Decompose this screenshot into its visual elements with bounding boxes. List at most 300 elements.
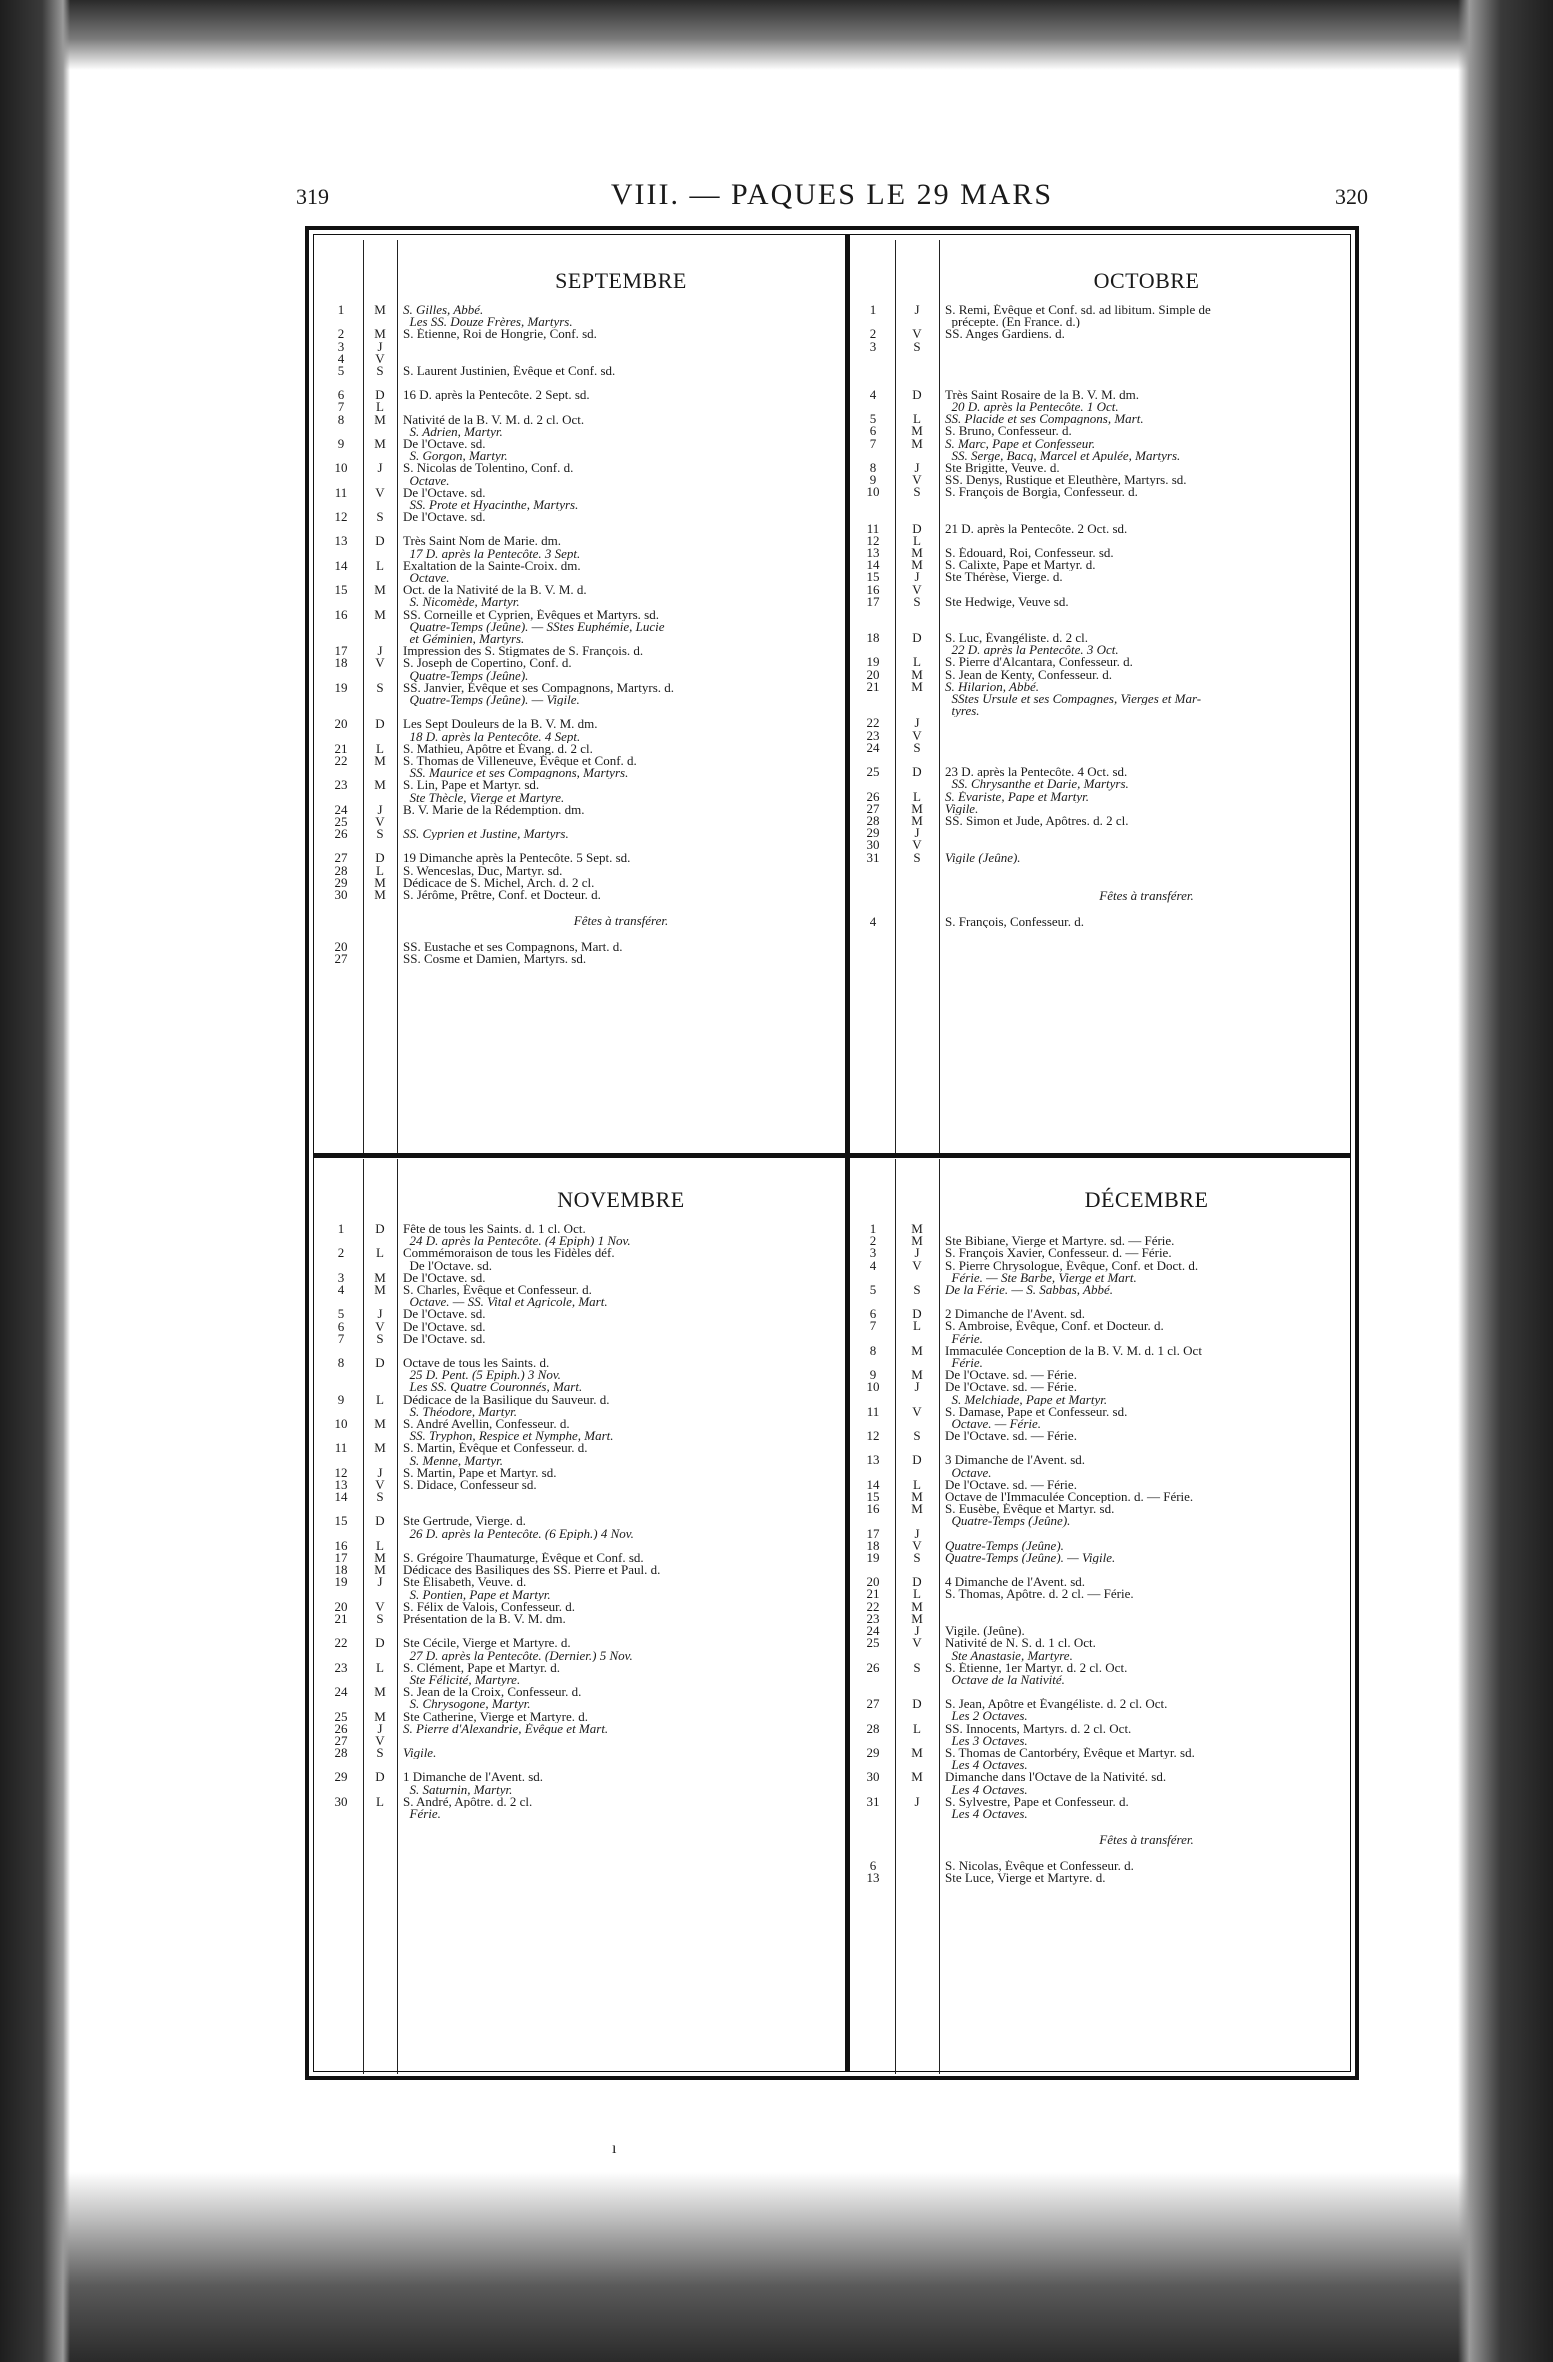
weekday-letter: D [375, 1221, 385, 1236]
calendar-row [851, 1247, 1354, 1259]
calendar-row [851, 1598, 1354, 1614]
feast-text: S. Pierre d'Alexandrie, Évêque et Mart. [403, 1722, 609, 1735]
feast-text: S. François, Confesseur. d. [945, 915, 1085, 928]
calendar-row [319, 584, 845, 596]
feast-text: S. Eusèbe, Évêque et Martyr. sd. [945, 1503, 1115, 1516]
feast-text: S. Saturnin, Martyr. [403, 1783, 513, 1796]
row-spacer [851, 377, 1354, 389]
weekday-letter: S [913, 1659, 921, 1675]
row-spacer [851, 365, 1354, 377]
weekday-letter: M [911, 423, 923, 439]
feast-text: SS. Corneille et Cyprien, Évêques et Martyrs. sd. [403, 608, 659, 621]
weekday-letter: M [911, 545, 923, 561]
horizontal-divider [314, 1153, 1350, 1158]
day-number: 12 [866, 1428, 880, 1444]
day-number: 14 [866, 1476, 880, 1492]
row-spacer [851, 1564, 1354, 1576]
feast-text: De l'Octave. sd. [403, 511, 486, 524]
calendar-row [851, 1625, 1354, 1637]
weekday-letter: V [375, 1318, 385, 1334]
feast-text: SS. Denys, Rustique et Eleuthère, Martyrs. sd. [945, 474, 1187, 487]
feast-text [397, 341, 845, 353]
weekday-letter: L [376, 1659, 384, 1675]
feast-text: Ste Anastasie, Martyre. [945, 1649, 1073, 1662]
feast-text: Quatre-Temps (Jeûne). [945, 1515, 1071, 1528]
feast-text: SS. Innocents, Martyrs. d. 2 cl. Oct. [945, 1722, 1132, 1735]
page-number-left: 319 [296, 184, 329, 209]
calendar-row [851, 1320, 1354, 1332]
day-number: 8 [337, 1355, 345, 1371]
feast-text: Ste Thérèse, Vierge. d. [945, 571, 1063, 584]
feast-text: S. Théodore, Martyr. [403, 1405, 517, 1419]
calendar-row [319, 657, 845, 669]
calendar-row [851, 386, 1354, 402]
calendar-row [319, 1491, 845, 1503]
feast-text: De l'Octave. sd. [403, 1320, 486, 1333]
feast-text: Nativité de N. S. d. 1 cl. Oct. [945, 1637, 1096, 1650]
weekday-letter: M [374, 436, 386, 452]
transfer-heading: Fêtes à transférer. [1099, 1832, 1194, 1848]
month-title: NOVEMBRE [557, 1187, 685, 1212]
weekday-letter: L [376, 862, 384, 878]
feast-text: SStes Ursule et ses Compagnes, Vierges et Mar- [945, 693, 1202, 706]
calendar-row [319, 316, 845, 328]
calendar-row [851, 656, 1354, 668]
calendar-row [319, 1576, 845, 1588]
feast-text: S. Adrien, Martyr. [403, 425, 503, 439]
feast-text: S. Melchiade, Pape et Martyr. [945, 1393, 1108, 1406]
feast-text: 4 Dimanche de l'Avent. sd. [945, 1576, 1086, 1589]
calendar-row [851, 1759, 1354, 1771]
row-spacer [851, 353, 1354, 365]
feast-text: SS. Maurice et ses Compagnons, Martyrs. [403, 767, 629, 780]
feast-text: S. Jérôme, Prêtre, Conf. et Docteur. d. [403, 888, 601, 902]
calendar-row [851, 788, 1354, 804]
feast-text: SS. Placide et ses Compagnons, Mart. [945, 413, 1144, 426]
weekday-letter: M [374, 777, 386, 793]
calendar-row [851, 1357, 1354, 1369]
calendar-row [851, 1659, 1354, 1675]
weekday-letter: V [375, 813, 385, 829]
feast-text: Commémoraison de tous les Fidèles déf. [403, 1247, 615, 1260]
calendar-row [851, 450, 1354, 462]
calendar-row [851, 913, 1354, 929]
weekday-letter: V [375, 1598, 385, 1614]
weekday-letter: S [913, 1428, 921, 1444]
day-number: 4 [869, 913, 877, 929]
weekday-letter: V [912, 1403, 922, 1419]
calendar-row [851, 1576, 1354, 1588]
day-number: 24 [334, 1684, 348, 1700]
day-number: 14 [334, 557, 348, 573]
calendar-row [851, 316, 1354, 328]
calendar-row [319, 1589, 845, 1601]
weekday-letter: J [377, 643, 383, 659]
weekday-letter: D [375, 716, 385, 732]
calendar-row [851, 1744, 1354, 1760]
transfer-heading: Fêtes à transférer. [573, 913, 669, 929]
feast-text: 27 D. après la Pentecôte. (Dernier.) 5 Nov. [403, 1649, 633, 1662]
weekday-letter: M [374, 582, 386, 598]
calendar-row [319, 1784, 845, 1796]
feast-text: SS. Simon et Jude, Apôtres. d. 2 cl. [945, 814, 1129, 828]
day-number: 11 [866, 520, 880, 536]
calendar-row [319, 1418, 845, 1430]
feast-text: 2 Dimanche de l'Avent. sd. [945, 1308, 1086, 1321]
day-number: 30 [334, 886, 348, 902]
feast-text [397, 353, 845, 365]
weekday-letter: M [911, 557, 923, 573]
scan-border-left [0, 0, 70, 2362]
day-number: 6 [869, 1858, 877, 1874]
weekday-letter: V [375, 484, 385, 500]
page-header [296, 178, 1368, 218]
day-number: 2 [869, 326, 877, 342]
calendar-row [851, 1698, 1354, 1710]
feast-text: Quatre-Temps (Jeûne). [403, 669, 529, 682]
weekday-letter [363, 1808, 397, 1820]
calendar-row [851, 1808, 1354, 1820]
weekday-letter: D [375, 850, 385, 866]
weekday-letter: V [912, 581, 922, 597]
calendar-row [319, 511, 845, 523]
calendar-row [319, 338, 845, 354]
calendar-row [319, 1708, 845, 1724]
calendar-row [851, 1381, 1354, 1393]
feast-text: SS. Tryphon, Respice et Nymphe, Mart. [403, 1430, 614, 1443]
day-number: 16 [866, 1501, 880, 1517]
feast-text: De l'Octave. sd. [403, 438, 486, 451]
day-number: 4 [337, 1282, 345, 1298]
weekday-letter: S [376, 509, 384, 525]
weekday-letter: J [914, 1379, 920, 1395]
feast-text: S. Martin, Évêque et Confesseur. d. [403, 1442, 588, 1455]
day-number: 21 [866, 1586, 880, 1602]
calendar-row [319, 1613, 845, 1625]
calendar-row [319, 389, 845, 401]
transfer-heading: Fêtes à transférer. [1099, 887, 1194, 903]
day-number: 4 [337, 350, 345, 366]
feast-text [397, 1735, 845, 1747]
calendar-row [851, 705, 1354, 717]
weekday-letter: D [912, 1574, 922, 1590]
feast-text [939, 717, 1354, 729]
calendar-row [851, 727, 1354, 743]
calendar-row [851, 571, 1354, 583]
calendar-row [851, 800, 1354, 816]
feast-text: S. Marc, Pape et Confesseur. [945, 437, 1096, 450]
day-number: 19 [334, 1574, 348, 1590]
calendar-row [851, 1525, 1354, 1541]
feast-text: et Géminien, Martyrs. [403, 633, 525, 646]
weekday-letter: S [376, 1489, 384, 1505]
day-number: 31 [866, 1793, 880, 1809]
feast-text: Ste Gertrude, Vierge. d. [403, 1515, 526, 1528]
feast-text: Fête de tous les Saints. d. 1 cl. Oct. [403, 1223, 586, 1236]
feast-text: S. Wenceslas, Duc, Martyr. sd. [403, 864, 563, 877]
weekday-letter: S [913, 849, 921, 865]
calendar-row [319, 535, 845, 547]
feast-text: tyres. [945, 705, 980, 718]
weekday-letter: L [913, 1476, 921, 1492]
day-number: 12 [334, 1464, 348, 1480]
day-number: 29 [334, 874, 348, 890]
calendar-row [851, 1272, 1354, 1284]
weekday-letter: V [375, 655, 385, 671]
weekday-letter [363, 953, 397, 965]
row-spacer [319, 840, 845, 852]
calendar-row [851, 1342, 1354, 1358]
day-number: 18 [866, 630, 880, 646]
scan-border-top [0, 0, 1553, 70]
feast-text: Immaculée Conception de la B. V. M. d. 1 cl. Oct [945, 1344, 1202, 1358]
calendar-row [851, 1403, 1354, 1419]
calendar-row [319, 1247, 845, 1259]
day-number: 27 [334, 951, 348, 967]
calendar-row [319, 1369, 845, 1381]
day-number: 27 [334, 850, 348, 866]
feast-text: SS. Serge, Bacq, Marcel et Apulée, Martyrs. [945, 449, 1181, 463]
weekday-letter: S [376, 1330, 384, 1346]
weekday-letter: M [911, 435, 923, 451]
feast-text: Les 4 Octaves. [945, 1759, 1028, 1772]
feast-text: Férie. [403, 1807, 441, 1821]
weekday-letter: M [911, 1367, 923, 1383]
calendar-frame [305, 226, 1359, 2080]
calendar-row [851, 1418, 1354, 1430]
feast-text: S. Sylvestre, Pape et Confesseur. d. [945, 1795, 1129, 1808]
day-number: 15 [334, 582, 348, 598]
feast-text: Quatre-Temps (Jeûne). — Vigile. [403, 694, 580, 707]
weekday-letter: L [376, 1245, 384, 1261]
calendar-row [851, 435, 1354, 451]
feast-text: Ste Félicité, Martyre. [403, 1673, 521, 1687]
feast-text: Quatre-Temps (Jeûne). — SStes Euphémie, Lucie [403, 620, 665, 634]
calendar-row [319, 1686, 845, 1698]
feast-text [397, 1491, 845, 1503]
weekday-letter: S [913, 338, 921, 354]
weekday-letter: M [911, 666, 923, 682]
calendar-row [319, 718, 845, 730]
calendar-row [319, 1284, 845, 1296]
weekday-letter: D [912, 1452, 922, 1468]
weekday-letter: V [912, 1537, 922, 1553]
feast-text: Octave. — SS. Vital et Agricole, Mart. [403, 1296, 608, 1309]
day-number: 22 [866, 715, 880, 731]
feast-text [397, 401, 845, 413]
weekday-letter: L [913, 654, 921, 670]
calendar-row [851, 1454, 1354, 1466]
feast-text: SS. Chrysanthe et Darie, Martyrs. [945, 778, 1129, 791]
weekday-letter: M [911, 1489, 923, 1505]
weekday-letter: M [911, 1769, 923, 1785]
calendar-row [319, 1391, 845, 1407]
row-spacer [851, 1848, 1354, 1860]
calendar-row [851, 1235, 1354, 1247]
day-number: 13 [866, 1452, 880, 1468]
calendar-row [319, 401, 845, 413]
calendar-row [319, 679, 845, 695]
feast-text: Férie. — Ste Barbe, Vierge et Mart. [945, 1271, 1137, 1285]
calendar-row [319, 752, 845, 768]
calendar-row [319, 941, 845, 953]
calendar-row [851, 338, 1354, 354]
calendar-row [851, 839, 1354, 851]
feast-text: S. Grégoire Thaumaturge, Évêque et Conf. sd. [403, 1552, 644, 1565]
day-number: 13 [334, 1477, 348, 1493]
feast-text: S. Calixte, Pape et Martyr. d. [945, 559, 1096, 572]
feast-text: S. Félix de Valois, Confesseur. d. [403, 1600, 576, 1614]
calendar-row [319, 438, 845, 450]
day-number: 2 [869, 1233, 877, 1249]
feast-text: S. Édouard, Roi, Confesseur. sd. [945, 547, 1114, 560]
calendar-row [319, 1564, 845, 1576]
calendar-row [319, 1552, 845, 1564]
calendar-row [319, 1357, 845, 1369]
weekday-letter: V [912, 1635, 922, 1651]
day-number: 20 [334, 716, 348, 732]
month-rows [851, 304, 1354, 928]
calendar-row [851, 739, 1354, 755]
day-number: 27 [334, 1732, 348, 1748]
feast-text: S. Charles, Évêque et Confesseur. d. [403, 1284, 592, 1297]
weekday-letter: L [913, 411, 921, 427]
feast-text: 24 D. après la Pentecôte. (4 Epiph) 1 Nov. [403, 1235, 631, 1248]
calendar-row [319, 1747, 845, 1759]
feast-text: S. Luc, Évangéliste. d. 2 cl. [945, 632, 1088, 645]
day-number: 3 [337, 338, 345, 354]
feast-text: Nativité de la B. V. M. d. 2 cl. Oct. [403, 413, 585, 426]
weekday-letter: J [377, 1720, 383, 1736]
weekday-letter: V [912, 1257, 922, 1273]
calendar-row [851, 644, 1354, 656]
day-number: 7 [337, 1330, 345, 1346]
feast-text: S. André Avellin, Confesseur. d. [403, 1418, 570, 1431]
day-number: 9 [869, 1367, 877, 1383]
feast-text: De la Férie. — S. Sabbas, Abbé. [945, 1284, 1114, 1297]
feast-text: S. François Xavier, Confesseur. d. — Férie. [945, 1247, 1172, 1260]
weekday-letter [363, 1369, 397, 1381]
day-number: 16 [334, 1537, 348, 1553]
feast-text: S. Pierre d'Alcantara, Confesseur. d. [945, 656, 1133, 669]
weekday-letter: V [912, 727, 922, 743]
row-spacer [319, 523, 845, 535]
feast-text: 23 D. après la Pentecôte. 4 Oct. sd. [945, 766, 1128, 779]
weekday-letter: M [374, 874, 386, 890]
row-spacer [851, 620, 1354, 632]
feast-text: S. Hilarion, Abbé. [945, 680, 1040, 694]
feast-text [397, 816, 845, 828]
weekday-letter: M [911, 1598, 923, 1614]
day-number: 17 [866, 593, 880, 609]
weekday-letter: M [911, 1501, 923, 1517]
feast-text: S. Jean, Apôtre et Évangéliste. d. 2 cl. Oct. [945, 1698, 1168, 1711]
feast-text: S. Mathieu, Apôtre et Évang. d. 2 cl. [403, 742, 593, 755]
calendar-row [851, 581, 1354, 597]
feast-text: Octave. [403, 572, 450, 585]
weekday-letter: J [914, 715, 920, 731]
feast-text: S. Évariste, Pape et Martyr. [945, 790, 1090, 803]
day-number: 23 [334, 1659, 348, 1675]
day-number: 18 [334, 655, 348, 671]
weekday-letter: J [377, 460, 383, 476]
day-number: 2 [337, 326, 345, 342]
month-title: OCTOBRE [1093, 268, 1200, 293]
calendar-row [319, 779, 845, 791]
weekday-letter: L [376, 1793, 384, 1809]
feast-text: SS. Cyprien et Justine, Martyrs. [403, 828, 569, 841]
weekday-letter: S [913, 1282, 921, 1298]
day-number: 11 [334, 1440, 348, 1456]
calendar-row [319, 1650, 845, 1662]
month-rows [319, 304, 845, 966]
calendar-row [319, 1479, 845, 1491]
calendar-row [851, 1650, 1354, 1662]
calendar-row [851, 693, 1354, 705]
feast-text: B. V. Marie de la Rédemption. dm. [403, 803, 585, 816]
day-number: 14 [866, 557, 880, 573]
calendar-row [319, 1515, 845, 1527]
weekday-letter: M [374, 1282, 386, 1298]
day-number: 12 [334, 509, 348, 525]
day-number: 25 [334, 1708, 348, 1724]
weekday-letter: D [912, 1696, 922, 1712]
day-number: 7 [869, 1318, 877, 1334]
day-number: 5 [869, 411, 877, 427]
weekday-letter: M [911, 1610, 923, 1626]
feast-text: 19 Dimanche après la Pentecôte. 5 Sept. sd. [403, 852, 631, 865]
feast-text: Dédicace de la Basilique du Sauveur. d. [403, 1393, 610, 1406]
feast-text: S. Gilles, Abbé. [403, 304, 484, 317]
feast-text: De l'Octave. sd. — Férie. [945, 1369, 1077, 1382]
weekday-letter [895, 1860, 939, 1872]
weekday-letter: M [374, 1562, 386, 1578]
day-number: 22 [866, 1598, 880, 1614]
day-number: 22 [334, 1635, 348, 1651]
feast-text: 18 D. après la Pentecôte. 4 Sept. [403, 730, 581, 743]
row-spacer [319, 1759, 845, 1771]
day-number: 17 [334, 643, 348, 659]
day-number: 25 [866, 1635, 880, 1651]
weekday-letter: S [376, 363, 384, 379]
weekday-letter: J [377, 1306, 383, 1322]
weekday-letter: M [374, 1684, 386, 1700]
feast-text: De l'Octave. sd. [403, 486, 486, 500]
feast-text: S. Joseph de Copertino, Conf. d. [403, 657, 572, 670]
feast-text: S. Remi, Évêque et Conf. sd. ad libitum. Simple de [945, 304, 1211, 317]
weekday-letter: L [913, 1318, 921, 1334]
feast-text: Ste Brigitte, Veuve. d. [945, 462, 1060, 475]
calendar-row [319, 1296, 845, 1308]
weekday-letter: S [913, 484, 921, 500]
row-spacer [851, 1442, 1354, 1454]
day-number: 6 [337, 387, 345, 403]
feast-text: 3 Dimanche de l'Avent. sd. [945, 1454, 1086, 1467]
weekday-letter [363, 694, 397, 706]
calendar-row [851, 1503, 1354, 1515]
calendar-row [851, 1491, 1354, 1503]
calendar-row [319, 350, 845, 366]
day-number: 25 [866, 764, 880, 780]
day-number: 15 [866, 1489, 880, 1505]
month-rows [851, 1223, 1354, 1885]
weekday-letter: M [374, 752, 386, 768]
calendar-inner-border [313, 234, 1351, 2072]
day-number [319, 694, 363, 706]
calendar-row [319, 1308, 845, 1320]
feast-text: De l'Octave. sd. [403, 1259, 492, 1272]
calendar-row [851, 1284, 1354, 1296]
